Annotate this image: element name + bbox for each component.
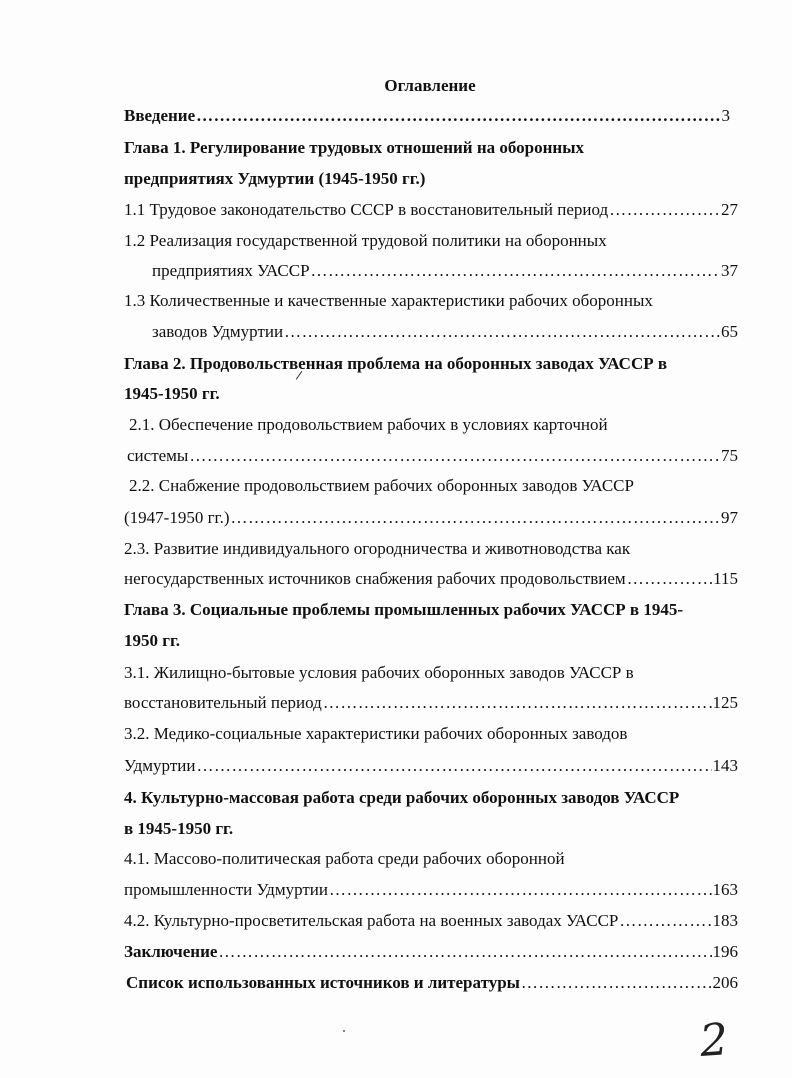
chapter-4-heading-line-2: в 1945-1950 гг.	[124, 819, 234, 838]
chapter-2-heading-line-2: 1945-1950 гг.	[124, 384, 220, 403]
toc-entry-3-1-text: восстановительный период	[124, 693, 322, 712]
toc-entry-1-3-text: заводов Удмуртии	[152, 322, 284, 341]
leader-dots	[521, 973, 712, 993]
toc-entry-sources	[126, 973, 738, 995]
toc-entry-4-2-page: 183	[712, 911, 738, 930]
toc-entry-conclusion	[124, 942, 738, 964]
toc-entry-sources-page: 206	[712, 973, 738, 992]
scan-speck	[343, 1030, 345, 1032]
leader-dots	[323, 693, 712, 713]
toc-entry-2-2-text: (1947-1950 гг.)	[124, 508, 230, 527]
toc-entry-2-3-text: негосударственных источников снабжения рабочих продовольствием	[124, 569, 626, 588]
toc-entry-2-2	[124, 508, 738, 530]
leader-dots	[284, 322, 720, 342]
chapter-3-heading-line-1: Глава 3. Социальные проблемы промышленных рабочих УАССР в 1945-	[124, 600, 683, 619]
toc-entry-3-2	[124, 756, 738, 778]
toc-entry-4-1-page: 163	[712, 880, 738, 899]
toc-entry-2-1-page: 75	[721, 446, 738, 465]
toc-entry-2-3-page: 115	[713, 569, 738, 588]
toc-entry-3-1-page: 125	[712, 693, 738, 712]
toc-entry-intro	[124, 106, 730, 128]
toc-entry-1-2-text: предприятиях УАССР	[152, 261, 310, 280]
toc-entry-2-1-text: системы	[127, 446, 189, 465]
toc-entry-1-3-line-1: 1.3 Количественные и качественные характеристики рабочих оборонных	[124, 291, 653, 310]
leader-dots	[189, 446, 720, 466]
toc-entry-1-1	[124, 200, 738, 222]
toc-entry-1-3	[152, 322, 738, 344]
leader-dots	[231, 508, 720, 528]
leader-dots	[619, 911, 711, 931]
toc-entry-2-1-line-1: 2.1. Обеспечение продовольствием рабочих в условиях карточной	[129, 415, 608, 434]
toc-entry-4-1-text: промышленности Удмуртии	[124, 880, 328, 899]
toc-entry-1-1-page: 27	[721, 200, 738, 219]
leader-dots	[196, 756, 711, 776]
toc-entry-3-1	[124, 693, 738, 715]
toc-entry-3-1-line-1: 3.1. Жилищно-бытовые условия рабочих оборонных заводов УАССР в	[124, 663, 634, 682]
toc-entry-4-2	[124, 911, 738, 933]
toc-entry-4-1-line-1: 4.1. Массово-политическая работа среди рабочих оборонной	[124, 849, 565, 868]
toc-entry-3-2-line-1: 3.2. Медико-социальные характеристики рабочих оборонных заводов	[124, 724, 628, 743]
toc-entry-3-2-page: 143	[712, 756, 738, 775]
toc-entry-2-2-line-1: 2.2. Снабжение продовольствием рабочих оборонных заводов УАССР	[129, 476, 634, 495]
toc-entry-2-3	[124, 569, 738, 591]
toc-entry-intro-text: Введение	[124, 106, 196, 125]
toc-entry-conclusion-page: 196	[712, 942, 738, 961]
toc-entry-conclusion-text: Заключение	[124, 942, 218, 961]
toc-title: Оглавление	[384, 76, 476, 95]
leader-dots	[196, 106, 720, 126]
toc-entry-1-1-text: 1.1 Трудовое законодательство СССР в восстановительный период	[124, 200, 609, 219]
toc-entry-1-2-line-1: 1.2 Реализация государственной трудовой политики на оборонных	[124, 231, 607, 250]
toc-entry-4-1	[124, 880, 738, 902]
toc-entry-1-2-page: 37	[721, 261, 738, 280]
toc-entry-1-2	[152, 261, 738, 283]
handwritten-page-number: 2	[698, 1014, 730, 1067]
toc-entry-1-3-page: 65	[721, 322, 738, 341]
leader-dots	[609, 200, 720, 220]
leader-dots	[627, 569, 712, 589]
toc-entry-intro-page: 3	[721, 106, 730, 125]
chapter-3-heading-line-2: 1950 гг.	[124, 631, 181, 650]
toc-entry-2-2-page: 97	[721, 508, 738, 527]
chapter-2-heading-line-1: Глава 2. Продовольственная проблема на оборонных заводах УАССР в	[124, 354, 668, 373]
chapter-1-heading-line-2: предприятиях Удмуртии (1945-1950 гг.)	[124, 169, 426, 188]
leader-dots	[329, 880, 712, 900]
chapter-4-heading-line-1: 4. Культурно-массовая работа среди рабочих оборонных заводов УАССР	[124, 788, 680, 807]
toc-entry-2-1	[127, 446, 738, 468]
toc-entry-3-2-text: Удмуртии	[124, 756, 196, 775]
leader-dots	[311, 261, 720, 281]
chapter-1-heading-line-1: Глава 1. Регулирование трудовых отношений на оборонных	[124, 138, 584, 157]
toc-entry-4-2-text: 4.2. Культурно-просветительская работа на военных заводах УАССР	[124, 911, 619, 930]
toc-entry-2-3-line-1: 2.3. Развитие индивидуального огородничества и животноводства как	[124, 539, 631, 558]
toc-entry-sources-text: Список использованных источников и литературы	[126, 973, 520, 992]
leader-dots	[218, 942, 711, 962]
